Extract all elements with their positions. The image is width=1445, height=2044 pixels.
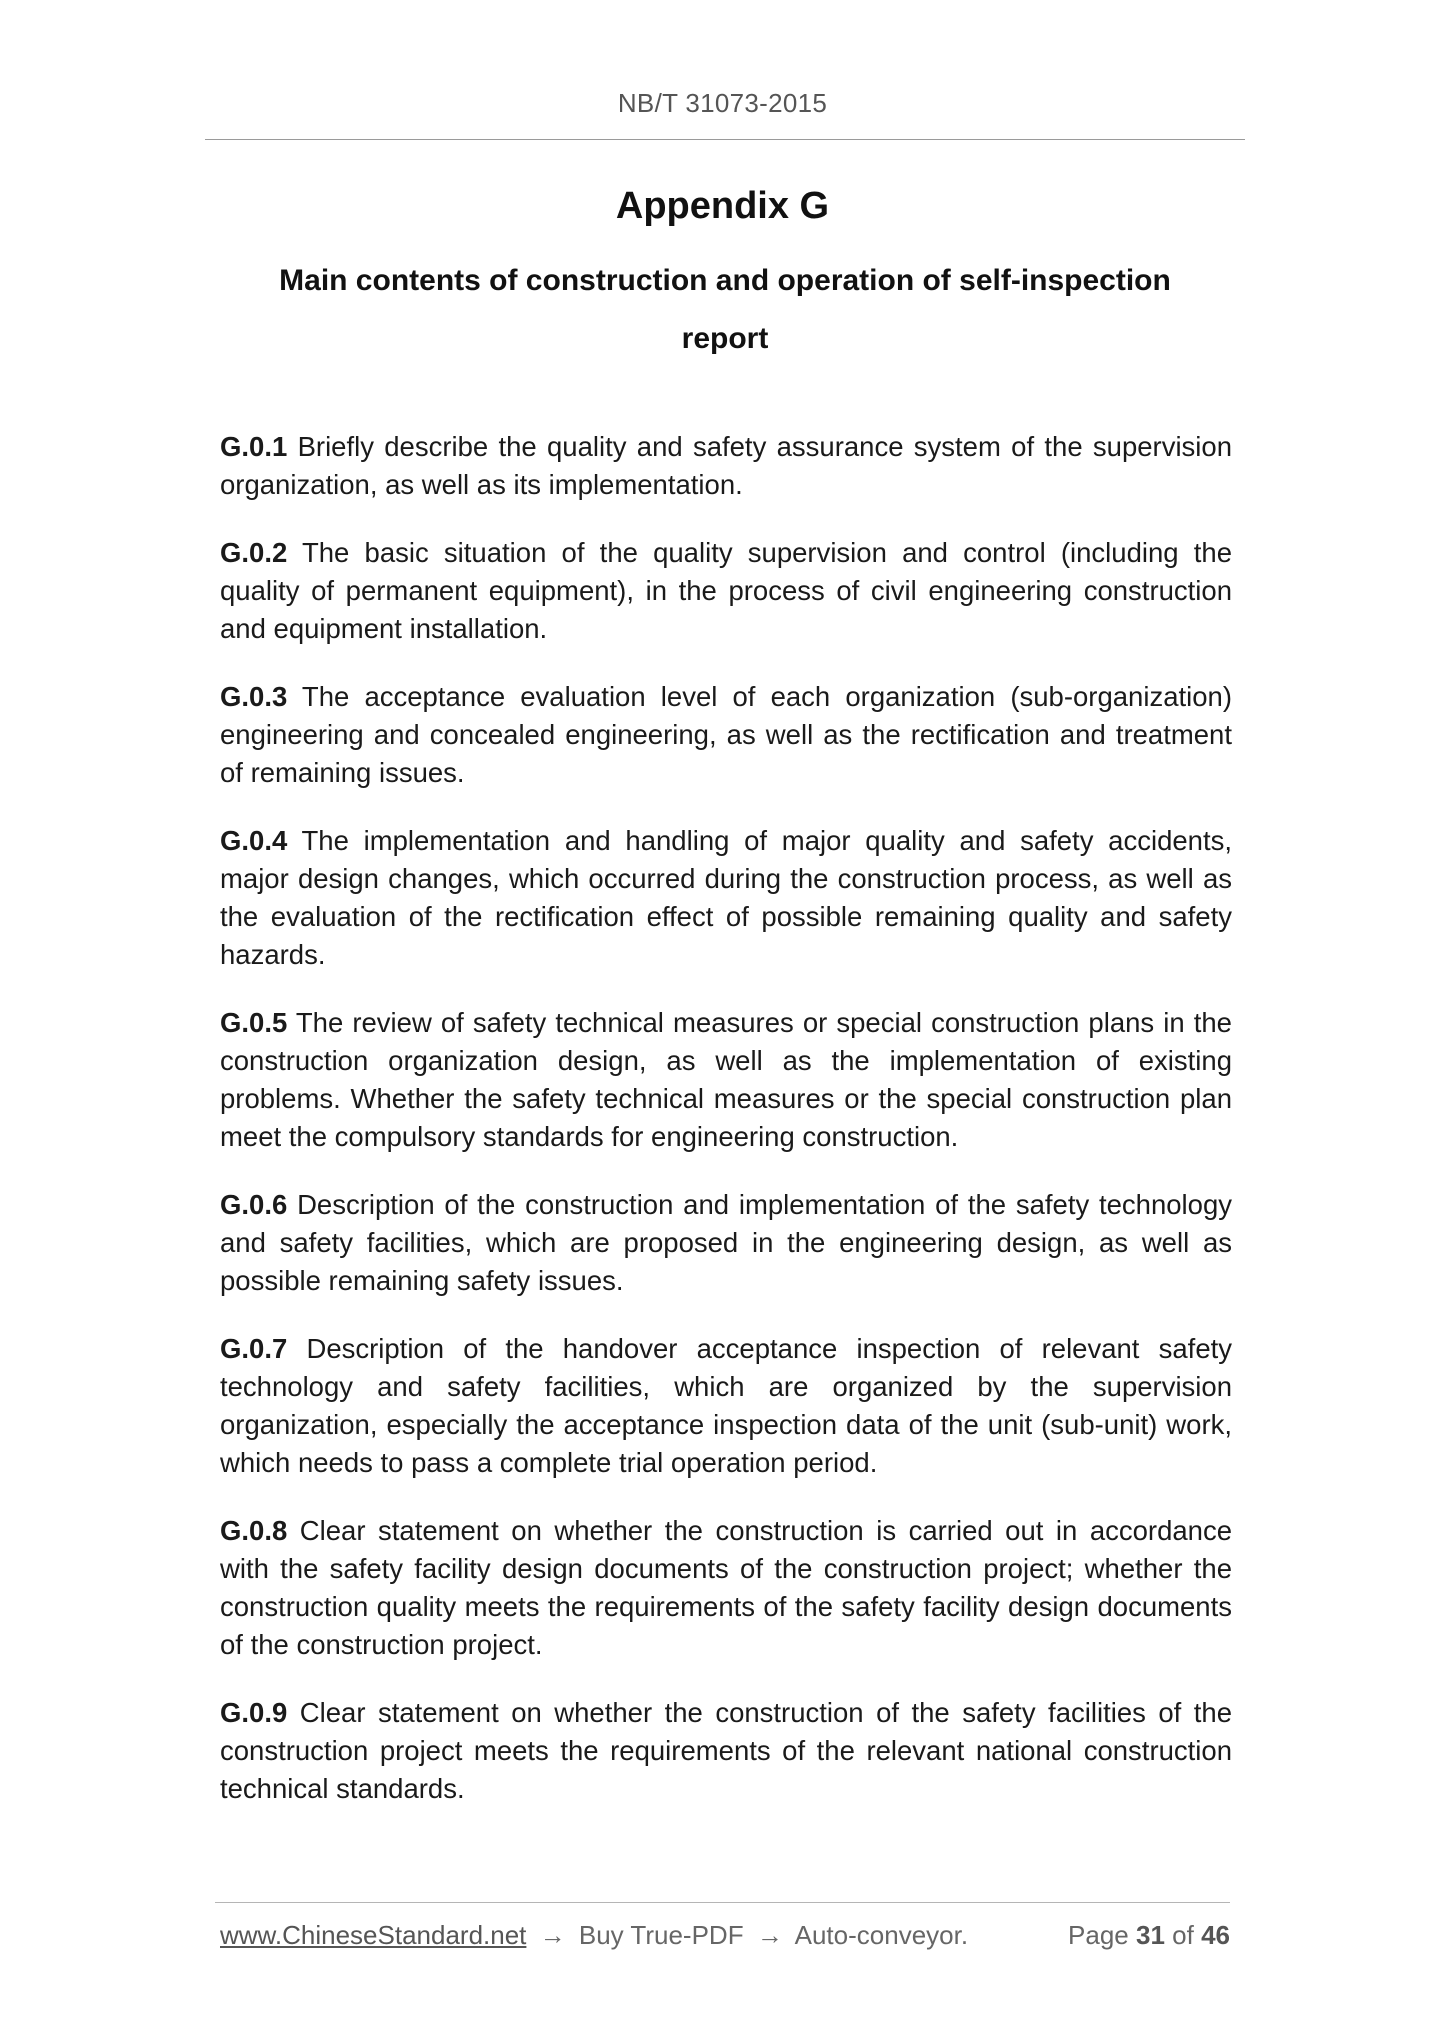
- clause-number: G.0.3: [220, 681, 288, 712]
- clause-text: The basic situation of the quality supervision and control (including the quality of permanent equipment), in the process of civil engineering construction and equipment installation.: [220, 537, 1232, 644]
- of-label: of: [1172, 1920, 1194, 1950]
- clause-g06: [220, 1186, 1232, 1300]
- auto-conveyor-label: Auto-conveyor.: [794, 1920, 969, 1950]
- appendix-subtitle: [220, 252, 1230, 368]
- clause-text: The acceptance evaluation level of each organization (sub-organization) engineering and concealed engineering, as well as the rectification and treatment of remaining issues.: [220, 681, 1232, 788]
- clause-text: Clear statement on whether the construction is carried out in accordance with the safety facility design documents of the construction project; whether the construction quality meets the requirements of the safety facility design documents of the construction project.: [220, 1515, 1232, 1660]
- clause-text: Description of the handover acceptance inspection of relevant safety technology and safety facilities, which are organized by the supervision organization, especially the acceptance inspection data of the unit (sub-unit) work, which needs to pass a complete trial operation period.: [220, 1333, 1233, 1478]
- page-total: 46: [1201, 1920, 1230, 1950]
- clause-g08: [220, 1512, 1232, 1664]
- right-arrow-icon: →: [539, 1920, 566, 1950]
- page-current: 31: [1136, 1920, 1165, 1950]
- appendix-subtitle-line1: Main contents of construction and operation of self-inspection: [279, 264, 1171, 297]
- clause-list: [220, 428, 1232, 1838]
- clause-g07: [220, 1330, 1232, 1482]
- clause-number: G.0.9: [220, 1697, 288, 1728]
- appendix-title: Appendix G: [615, 185, 830, 227]
- clause-number: G.0.5: [220, 1007, 288, 1038]
- footer-divider: [215, 1902, 1230, 1903]
- clause-g04: [220, 822, 1232, 974]
- clause-number: G.0.2: [220, 537, 288, 568]
- clause-g03: [220, 678, 1232, 792]
- right-arrow-icon: →: [756, 1920, 783, 1950]
- page-indicator: [1068, 1920, 1230, 1951]
- clause-text: The implementation and handling of major quality and safety accidents, major design changes, which occurred during the construction process, as well as the evaluation of the rectification effect of possible remaining quality and safety hazards.: [220, 825, 1232, 970]
- clause-g02: [220, 534, 1232, 648]
- standard-code-header: NB/T 31073-2015: [617, 88, 828, 118]
- clause-text: The review of safety technical measures or special construction plans in the construction organization design, as well as the implementation of existing problems. Whether the safety technical measures or the special construction plan meet the compulsory standards for engineering construction.: [220, 1007, 1232, 1152]
- clause-text: Clear statement on whether the construction of the safety facilities of the construction project meets the requirements of the relevant national construction technical standards.: [220, 1697, 1233, 1804]
- clause-number: G.0.8: [220, 1515, 288, 1546]
- buy-true-pdf-label: Buy True-PDF: [578, 1920, 744, 1950]
- clause-number: G.0.1: [220, 431, 288, 462]
- page-label: Page: [1068, 1920, 1129, 1950]
- clause-number: G.0.4: [220, 825, 288, 856]
- clause-text: Briefly describe the quality and safety assurance system of the supervision organization, as well as its implementation.: [220, 431, 1232, 500]
- clause-g09: [220, 1694, 1232, 1808]
- site-link[interactable]: www.ChineseStandard.net: [220, 1920, 527, 1950]
- footer-nav: [220, 1920, 968, 1951]
- appendix-subtitle-line2: report: [681, 322, 769, 355]
- clause-g05: [220, 1004, 1232, 1156]
- clause-number: G.0.6: [220, 1189, 288, 1220]
- page-footer: [220, 1920, 1230, 1960]
- header-divider: [205, 139, 1245, 140]
- clause-text: Description of the construction and implementation of the safety technology and safety facilities, which are proposed in the engineering design, as well as possible remaining safety issues.: [220, 1189, 1233, 1296]
- clause-number: G.0.7: [220, 1333, 288, 1364]
- clause-g01: [220, 428, 1232, 504]
